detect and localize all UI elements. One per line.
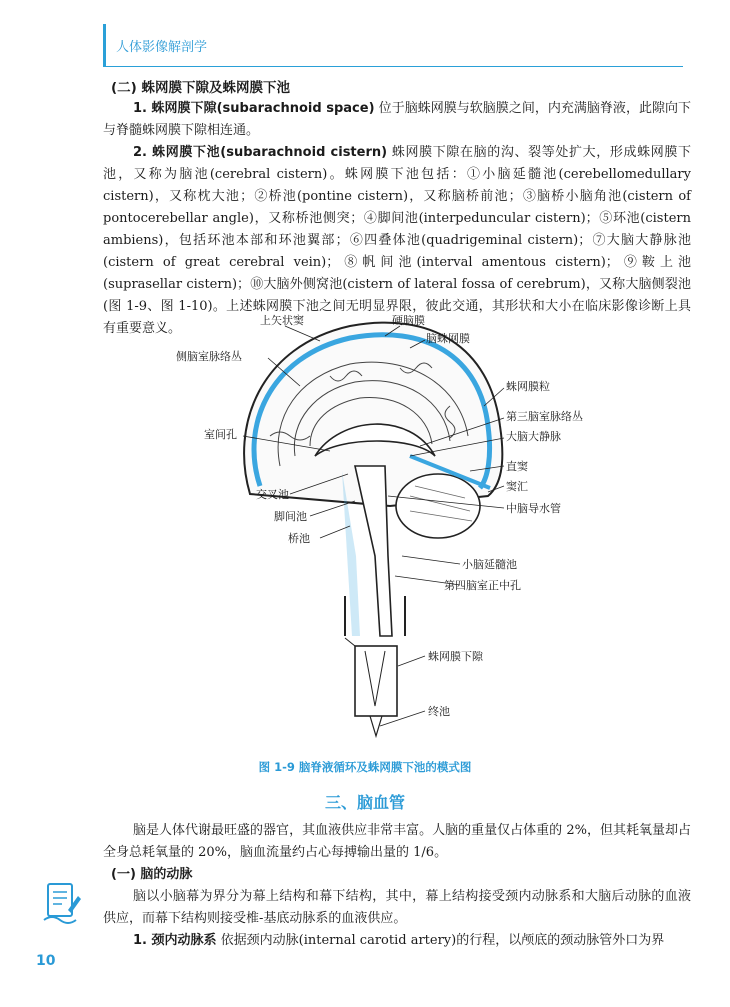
label-sss: 上矢状窦 (260, 314, 304, 327)
paragraph-lead: 2. 蛛网膜下池(subarachnoid cistern) (133, 145, 388, 160)
brain-csf-figure (170, 306, 583, 746)
label-granulation: 蛛网膜粒 (506, 380, 550, 393)
header-rule (103, 66, 683, 67)
label-straight-sinus: 直窦 (506, 460, 528, 473)
paragraph-lead: 1. 颈内动脉系 (133, 933, 217, 948)
figure-caption: 图 1-9 脑脊液循环及蛛网膜下池的模式图 (258, 760, 472, 774)
label-cerebellomedullary: 小脑延髓池 (462, 558, 517, 571)
running-title: 人体影像解剖学 (116, 40, 208, 55)
label-great-vein: 大脑大静脉 (506, 430, 561, 443)
break-line (345, 638, 355, 646)
body-text-bottom (103, 820, 691, 952)
paragraph-carotid (103, 930, 691, 952)
paragraph-blood-supply: 脑是人体代谢最旺盛的器官，其血液供应非常丰富。人脑的重量仅占体重的 2%，但其耗氧量却占全身总耗氧量的 20%，脑血流量约占心每搏输出量的 1/6。 (103, 823, 691, 860)
paragraph-body: 蛛网膜下隙在脑的沟、裂等处扩大，形成蛛网膜下池，又称为脑池(cerebral cistern)。蛛网膜下池包括：①小脑延髓池(cerebellomedullary cistern)，又称枕大池；②桥池(pontine cistern)，又称脑桥前池；③脑桥小脑角池(cistern of pontocerebellar angle)，又称桥池侧突；④脚间池(interpeduncular cistern)；⑤环池(cistern ambiens)，包括环池本部和环池翼部；⑥四叠体池(quadrigeminal cistern)；⑦大脑大静脉池(cistern of great cerebral vein)；⑧帆间池(interval amentous cistern)；⑨鞍上池(suprasellar cistern)；⑩大脑外侧窝池(cistern of lateral fossa of cerebrum)，又称大脑侧裂池(图 1-9、图 1-10)。上述蛛网膜下池之间无明显界限，彼此交通，其形状和大小在临床影像诊断上具有重要意义。 (103, 145, 691, 336)
label-arachnoid: 脑蛛网膜 (426, 332, 470, 345)
notes-icon (40, 880, 82, 926)
label-pontine: 桥池 (288, 532, 310, 545)
subsection-heading: (一) 脑的动脉 (111, 867, 193, 882)
label-terminal-cistern: 终池 (428, 705, 450, 718)
paragraph-arteries: 脑以小脑幕为界分为幕上结构和幕下结构，其中，幕上结构接受颈内动脉系和大脑后动脉的血液供应，而幕下结构则接受椎-基底动脉系的血液供应。 (103, 889, 691, 926)
label-aqueduct: 中脑导水管 (506, 502, 561, 515)
label-third-plexus: 第三脑室脉络丛 (506, 410, 583, 423)
label-foramen: 室间孔 (204, 428, 237, 441)
paragraph-lead: 1. 蛛网膜下隙(subarachnoid space) (133, 101, 375, 116)
cerebellum (396, 474, 480, 538)
page-number: 10 (36, 953, 56, 969)
label-lateral-plexus: 侧脑室脉络丛 (176, 350, 242, 363)
label-dura: 硬脑膜 (392, 314, 425, 327)
paragraph-body: 依据颈内动脉(internal carotid artery)的行程，以颅底的颈动脉管外口为界 (216, 933, 665, 948)
label-interpeduncular: 脚间池 (274, 510, 307, 523)
label-fourth-aperture: 第四脑室正中孔 (444, 579, 521, 592)
section-title: 三、脑血管 (324, 793, 405, 812)
section-heading: (二) 蛛网膜下隙及蛛网膜下池 (111, 80, 291, 96)
brain-illustration (170, 306, 583, 746)
paragraph-subarachnoid-space (103, 98, 691, 142)
paragraph-body: 位于脑蛛网膜与软脑膜之间，内充满脑脊液，此隙向下与脊髓蛛网膜下隙相连通。 (103, 101, 692, 138)
body-text-top (103, 98, 691, 340)
brainstem (355, 466, 392, 636)
spinal-canal-lower (355, 646, 397, 716)
label-chiasm-cistern: 交叉池 (256, 488, 289, 501)
header-accent-bar (103, 24, 106, 66)
label-subarachnoid: 蛛网膜下隙 (428, 650, 483, 663)
label-confluence: 窦汇 (506, 480, 528, 493)
